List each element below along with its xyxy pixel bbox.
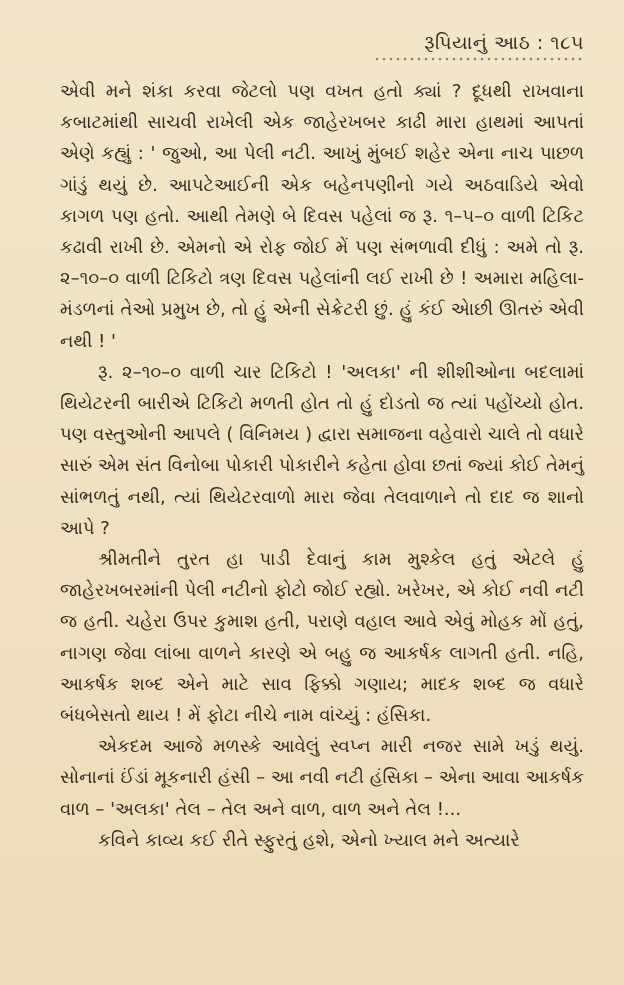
- header-ornament-rule: [374, 56, 584, 62]
- paragraph: રૂ. ૨–૧૦–૦ વાળી ચાર ટિકિટો ! 'અલકા' ની શીશીઓના બદલામાં થિયેટરની બારીએ ટિકિટો મળતી હોત તો હું દોડતો જ ત્યાં પહોંચ્યો હોત. પણ વસ્તુઓની આપલે ( વિનિમય ) દ્વારા સમાજના વહેવારો ચાલે તો વધારે સારું એમ સંત વિનોબા પોકારી પોકારીને કહેતા હોવા છતાં જ્યાં કોઈ તેમનું સાંભળતું નથી, ત્યાં થિયેટરવાળો મારા જેવા તેલવાળાને તો દાદ જ શાનો આપે ?: [60, 361, 584, 539]
- body-text: [60, 76, 584, 856]
- paragraph: શ્રીમતીને તુરત હા પાડી દેવાનું કામ મુશ્કેલ હતું એટલે હું જાહેરખબરમાંની પેલી નટીનો ફોટો જોઈ રહ્યો. ખરેખર, એ કોઈ નવી નટી જ હતી. ચહેરા ઉપર કુમાશ હતી, પરાણે વહાલ આવે એવું મોહક મોં હતું, નાગણ જેવા લાંબા વાળને કારણે એ બહુ જ આકર્ષક લાગતી હતી. નહિ, આકર્ષક શબ્દ એને માટે સાવ ફિક્કો ગણાય; માદક શબ્દ જ વધારે બંધબેસતો થાય ! મેં ફોટા નીચે નામ વાંચ્યું : હંસિકા.: [60, 549, 584, 727]
- paragraph: કવિને કાવ્ય કઈ રીતે સ્ફુરતું હશે, એનો ખ્યાલ મને અત્યારે: [98, 829, 520, 851]
- running-header: રૂપિયાનું આઠ : ૧૮૫: [424, 32, 584, 54]
- paragraph: એકદમ આજે મળસ્કે આવેલું સ્વપ્ન મારી નજર સામે ખડું થયું. સોનાનાં ઈંડાં મૂકનારી હંસી – આ નવી નટી હંસિકા – એના આવા આકર્ષક વાળ – 'અલકા' તેલ – તેલ અને વાળ, વાળ અને તેલ !...: [60, 736, 584, 820]
- paragraph: એવી મને શંકા કરવા જેટલો પણ વખત હતો ક્યાં ? દૂધથી રાખવાના કબાટમાંથી સાચવી રાખેલી એક જાહેરખબર કાઢી મારા હાથમાં આપતાં એણે કહ્યું : ' જુઓ, આ પેલી નટી. આખું મુંબઈ શહેર એના નાચ પાછળ ગાંડું થયું છે. આપટેઆઈની એક બહેનપણીનો ગયે અઠવાડિયે એવો કાગળ પણ હતો. આથી તેમણે બે દિવસ પહેલાં જ રૂ. ૧–૫–૦ વાળી ટિકિટ કઢાવી રાખી છે. એમનો એ રોફ જોઈ મેં પણ સંભળાવી દીધું : અમે તો રૂ. ૨–૧૦–૦ વાળી ટિકિટો ત્રણ દિવસ પહેલાંની લઈ રાખી છે ! અમારા મહિલા-મંડળનાં તેઓ પ્રમુખ છે, તો હું એની સેક્રેટરી છું. હું કંઈ એાછી ઊતરું એવી નથી ! ': [60, 81, 584, 352]
